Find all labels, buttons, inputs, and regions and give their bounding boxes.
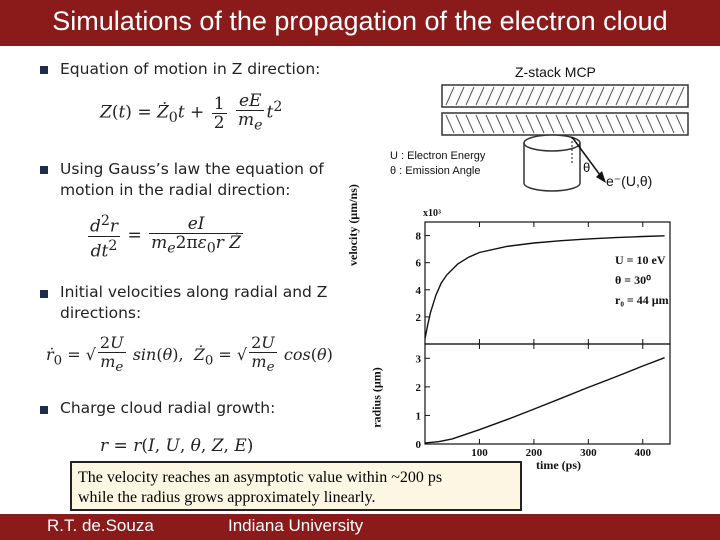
radius-plot-frame bbox=[425, 344, 670, 444]
mcp-plate-bottom bbox=[442, 113, 688, 135]
time-axis-label: time (ps) bbox=[536, 458, 581, 472]
radius-axis-label: radius (µm) bbox=[369, 367, 384, 428]
radius-ytick-label: 3 bbox=[415, 353, 421, 366]
bullet-marker bbox=[40, 406, 48, 414]
bullet-marker bbox=[40, 166, 48, 174]
velocity-axis-label: velocity (µm/ns) bbox=[346, 184, 360, 266]
angle-label: θ : Emission Angle bbox=[390, 165, 481, 177]
param-energy: U = 10 eV bbox=[615, 253, 666, 267]
bullet-4-text: Charge cloud radial growth: bbox=[60, 399, 276, 417]
callout-line-2: while the radius grows approximately linearly. bbox=[78, 489, 376, 506]
footer-author: R.T. de.Souza bbox=[47, 516, 154, 535]
bullet-2-line2: motion in the radial direction: bbox=[60, 181, 291, 199]
radius-ytick-label: 0 bbox=[415, 439, 421, 451]
callout-line-1: The velocity reaches an asymptotic value within ~200 ps bbox=[78, 469, 443, 486]
velocity-ytick-label: 2 bbox=[415, 311, 421, 324]
slide-title: Simulations of the propagation of the electron cloud bbox=[52, 6, 668, 36]
electron-label: e⁻(U,θ) bbox=[606, 173, 653, 189]
footer-organization: Indiana University bbox=[228, 516, 364, 535]
equation-radial-growth: r = r(I, U, θ, Z, E) bbox=[100, 436, 254, 456]
energy-label: U : Electron Energy bbox=[390, 150, 486, 162]
bullet-marker bbox=[40, 290, 48, 298]
conclusion-callout bbox=[70, 461, 522, 511]
bullet-3-line1: Initial velocities along radial and Z bbox=[60, 283, 328, 301]
time-tick-label: 400 bbox=[634, 447, 652, 459]
time-tick-label: 300 bbox=[580, 447, 597, 459]
equation-initial-velocities: ṙ$_0$ = √ $\frac{2U}{m_e}$ sin(θ), $Ż_0$ = √ $\frac{2U}{m_e}$ cos(θ) bbox=[46, 333, 333, 376]
radius-curve bbox=[425, 358, 665, 443]
time-tick-label: 200 bbox=[525, 447, 543, 459]
bullet-marker bbox=[40, 66, 48, 74]
param-angle: θ = 30⁰ bbox=[615, 273, 651, 287]
bullet-2-line1: Using Gauss’s law the equation of bbox=[60, 160, 324, 178]
equation-radial-motion: $\frac{d^2r}{dt^2}$ = $\frac{eI}{m_e2\pi\varepsilon_0r Ż}$ bbox=[90, 213, 242, 262]
param-radius: r₀ = 44 µm bbox=[615, 293, 669, 307]
mcp-label: Z-stack MCP bbox=[515, 64, 596, 80]
title-bar bbox=[0, 0, 720, 46]
velocity-ytick-label: 6 bbox=[415, 257, 421, 270]
equation-z-motion: $Z(t) = Ż_0t$ + $\frac{1}{2}$ $\frac{eE}{m_e}$ $t^2$ bbox=[100, 91, 283, 134]
time-tick-label: 100 bbox=[471, 447, 488, 459]
radius-ytick-label: 2 bbox=[415, 381, 421, 394]
velocity-multiplier: x10³ bbox=[423, 208, 441, 219]
theta-symbol: θ bbox=[583, 160, 591, 175]
mcp-plate-top bbox=[442, 85, 688, 107]
simulation-plots bbox=[380, 200, 680, 470]
velocity-ytick-label: 4 bbox=[415, 284, 421, 297]
radius-ytick-label: 1 bbox=[415, 410, 421, 423]
bullet-3-line2: directions: bbox=[60, 304, 142, 322]
footer-bar bbox=[0, 514, 720, 540]
bullet-1-text: Equation of motion in Z direction: bbox=[60, 60, 321, 78]
velocity-ytick-label: 8 bbox=[415, 230, 421, 243]
